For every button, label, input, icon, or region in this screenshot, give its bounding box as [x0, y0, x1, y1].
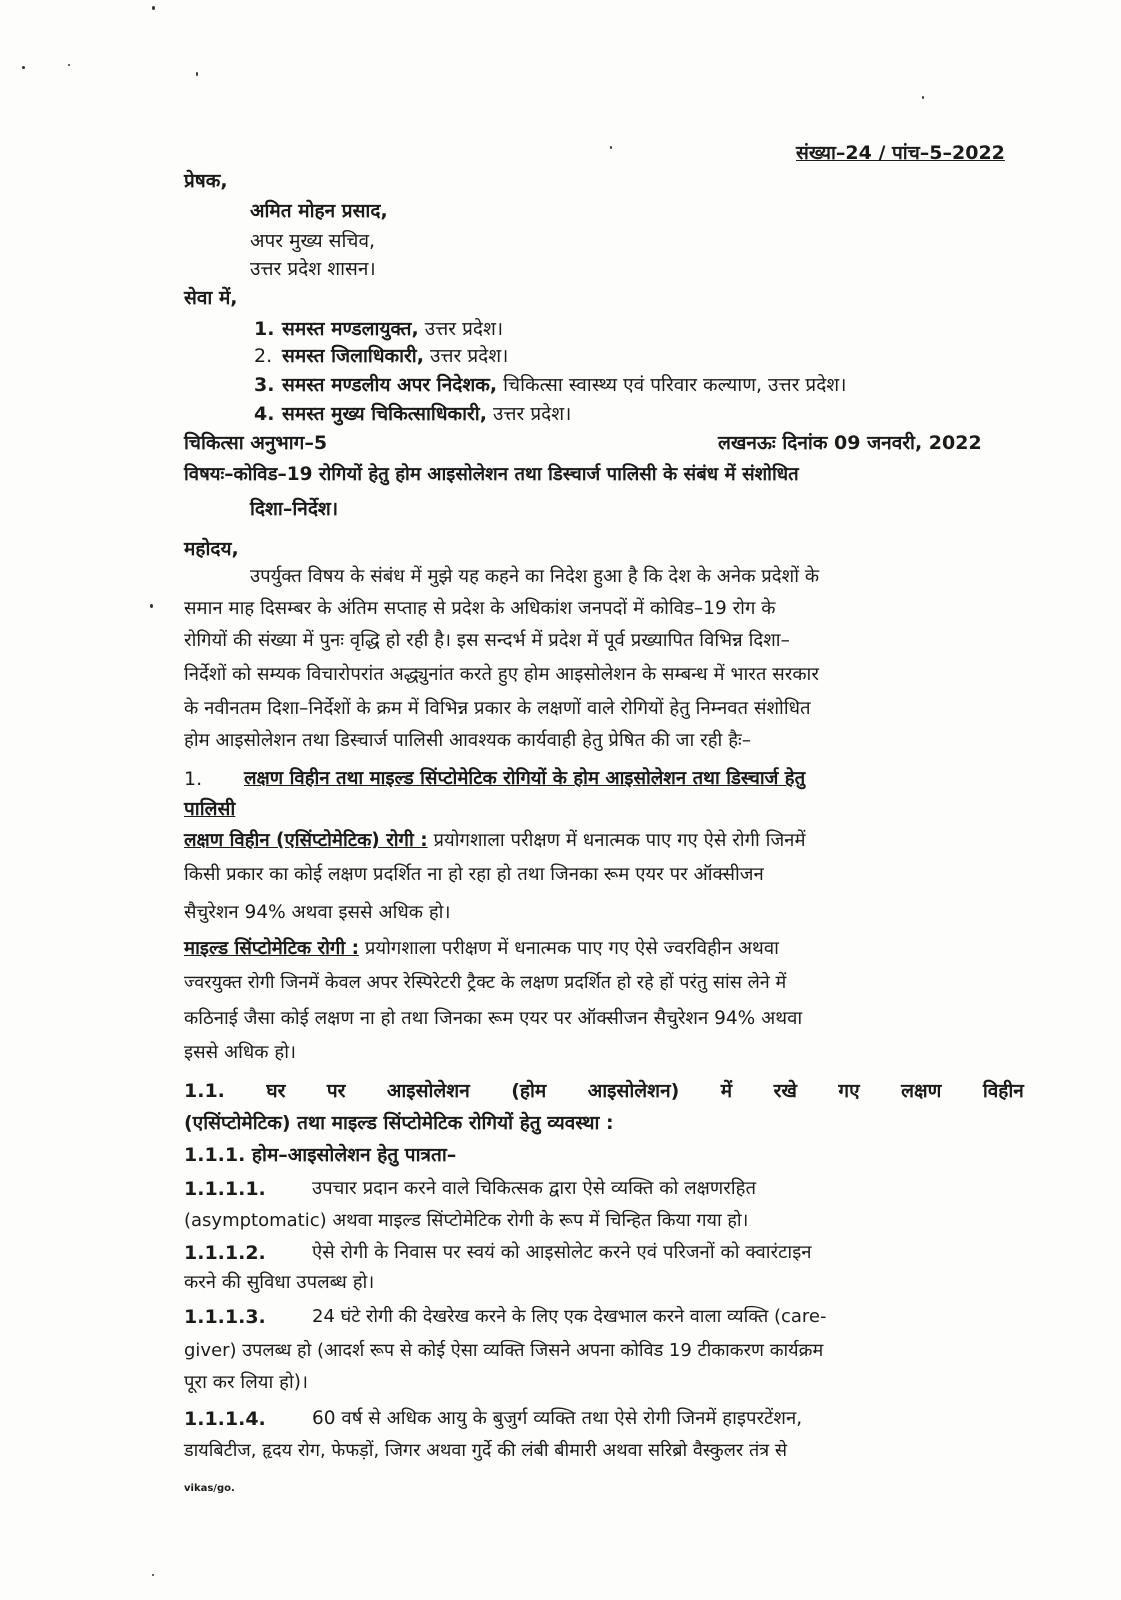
clause-text: पूरा कर लिया हो)। [184, 1372, 308, 1393]
scan-speck [610, 146, 612, 149]
recipient-item [254, 343, 508, 369]
clause-number: 1.1.1.1. [184, 1178, 266, 1200]
recipient-item [254, 372, 846, 398]
asymptomatic-text: किसी प्रकार का कोई लक्षण प्रदर्शित ना हो रहा हो तथा जिनका रूम एयर पर ऑक्सीजन [184, 864, 764, 885]
heading-word: आइसोलेशन) [587, 1080, 680, 1102]
mild-term: माइल्ड सिंप्टोमेटिक रोगी : [184, 938, 359, 959]
sender-label: प्रेषक, [184, 170, 228, 192]
sender-office: उत्तर प्रदेश शासन। [250, 258, 376, 280]
sender-name: अमित मोहन प्रसाद, [250, 200, 388, 222]
clause-number: 1.1.1.4. [184, 1408, 266, 1430]
mild-text: ज्वरयुक्त रोगी जिनमें केवल अपर रेस्पिरेटरी ट्रैक्ट के लक्षण प्रदर्शित हो रहे हों परंतु सांस लेने में [184, 972, 787, 993]
clause-text: 24 घंटे रोगी की देखरेख करने के लिए एक देखभाल करने वाला व्यक्ति (care- [312, 1306, 827, 1327]
clause-text: उपचार प्रदान करने वाले चिकित्सक द्वारा ऐसे व्यक्ति को लक्षणरहित [312, 1178, 757, 1199]
section-1-1-1-heading: 1.1.1. होम–आइसोलेशन हेतु पात्रता– [184, 1144, 457, 1166]
recipient-title: समस्त मण्डलीय अपर निदेशक, [282, 374, 498, 396]
section-1-title: लक्षण विहीन तथा माइल्ड सिंप्टोमेटिक रोगियों के होम आइसोलेशन तथा डिस्चार्ज हेतु [244, 768, 806, 789]
section-1-1-heading [184, 1078, 1024, 1104]
scan-speck [152, 6, 155, 10]
clause-text: डायबिटीज, हृदय रोग, फेफड़ों, जिगर अथवा गुर्दे की लंबी बीमारी अथवा सरिब्रो वैस्कुलर तंत्र से [184, 1440, 788, 1461]
heading-word: 1.1. [184, 1080, 225, 1102]
place-date: लखनऊः दिनांक 09 जनवरी, 2022 [718, 432, 982, 454]
section-label: चिकित्सा अनुभाग–5 [184, 432, 328, 454]
asymptomatic-text: प्रयोगशाला परीक्षण में धनात्मक पाए गए ऐसे रोगी जिनमें [433, 830, 806, 851]
section-1-title-cont: पालिसी [184, 798, 236, 820]
clause-text: 60 वर्ष से अधिक आयु के बुजुर्ग व्यक्ति तथा ऐसे रोगी जिनमें हाइपरटेंशन, [312, 1408, 803, 1429]
recipient-location: उत्तर प्रदेश। [418, 318, 504, 340]
clause-number: 1.1.1.3. [184, 1306, 266, 1328]
recipient-title: समस्त मुख्य चिकित्साधिकारी, [282, 403, 487, 425]
recipient-location: उत्तर प्रदेश। [486, 403, 572, 425]
recipient-location: चिकित्सा स्वास्थ्य एवं परिवार कल्याण, उत्तर प्रदेश। [497, 374, 847, 396]
intro-line: निर्देशों को सम्यक विचारोपरांत अद्ध्युनांत करते हुए होम आइसोलेशन के सम्बन्ध में भारत सरकार [184, 664, 819, 685]
salutation: महोदय, [184, 538, 239, 560]
clause-text: ऐसे रोगी के निवास पर स्वयं को आइसोलेट करने एवं परिजनों को क्वारंटाइन [312, 1242, 812, 1263]
scan-speck [150, 604, 153, 608]
intro-line: उपर्युक्त विषय के संबंध में मुझे यह कहने का निदेश हुआ है कि देश के अनेक प्रदेशों के [250, 566, 820, 587]
heading-word: रखे [773, 1080, 797, 1102]
recipient-title: समस्त मण्डलायुक्त, [282, 318, 419, 340]
recipient-num: 3. [254, 374, 275, 396]
reference-number: संख्या–24 / पांच–5–2022 [796, 142, 1005, 164]
recipient-num: 1. [254, 318, 275, 340]
clause-text: (asymptomatic) अथवा माइल्ड सिंप्टोमेटिक रोगी के रूप में चिन्हित किया गया हो। [184, 1210, 749, 1231]
intro-line: रोगियों की संख्या में पुनः वृद्धि हो रही है। इस सन्दर्भ में प्रदेश में पूर्व प्रख्यापित विभिन्न दिशा– [184, 630, 790, 651]
scan-speck [22, 66, 25, 69]
recipient-location: उत्तर प्रदेश। [423, 345, 509, 367]
mild-definition [184, 936, 779, 962]
footer-code: vikas/go. [184, 1483, 235, 1494]
heading-word: गए [838, 1080, 860, 1102]
heading-word: पर [326, 1080, 346, 1102]
clause-text: करने की सुविधा उपलब्ध हो। [184, 1272, 375, 1293]
recipient-num: 2. [254, 345, 273, 367]
mild-text: प्रयोगशाला परीक्षण में धनात्मक पाए गए ऐसे ज्वरविहीन अथवा [364, 938, 779, 959]
heading-word: में [720, 1080, 733, 1102]
heading-word: लक्षण [901, 1080, 942, 1102]
heading-word: घर [266, 1080, 286, 1102]
scan-speck [152, 1574, 154, 1576]
recipient-title: समस्त जिलाधिकारी, [282, 345, 424, 367]
heading-word: विहीन [982, 1080, 1024, 1102]
section-1-number: 1. [184, 768, 203, 790]
asymptomatic-text: सैचुरेशन 94% अथवा इससे अधिक हो। [184, 902, 451, 923]
heading-word: आइसोलेशन [386, 1080, 470, 1102]
asymptomatic-term: लक्षण विहीन (एसिंप्टोमेटिक) रोगी : [184, 830, 428, 851]
sender-designation: अपर मुख्य सचिव, [250, 230, 376, 252]
mild-text: इससे अधिक हो। [184, 1042, 296, 1063]
heading-word: (होम [511, 1080, 547, 1102]
subject-line-1: विषयः–कोविड–19 रोगियों हेतु होम आइसोलेशन तथा डिस्चार्ज पालिसी के संबंध में संशोधित [184, 464, 799, 485]
subject-line-2: दिशा–निर्देश। [250, 498, 339, 520]
mild-text: कठिनाई जैसा कोई लक्षण ना हो तथा जिनका रूम एयर पर ऑक्सीजन सैचुरेशन 94% अथवा [184, 1008, 803, 1029]
clause-text: giver) उपलब्ध हो (आदर्श रूप से कोई ऐसा व्यक्ति जिसने अपना कोविड 19 टीकाकरण कार्यक्रम [184, 1340, 824, 1361]
recipient-item [254, 401, 571, 427]
intro-line: के नवीनतम दिशा–निर्देशों के क्रम में विभिन्न प्रकार के लक्षणों वाले रोगियों हेतु निम्नवत संशोधित [184, 698, 811, 719]
recipients-label: सेवा में, [184, 287, 238, 309]
scan-speck [196, 72, 198, 76]
section-1-1-heading-cont: (एसिंप्टोमेटिक) तथा माइल्ड सिंप्टोमेटिक रोगियों हेतु व्यवस्था : [184, 1112, 614, 1134]
asymptomatic-definition [184, 828, 806, 854]
scan-speck [922, 96, 924, 99]
recipient-item [254, 316, 503, 342]
intro-line: होम आइसोलेशन तथा डिस्चार्ज पालिसी आवश्यक कार्यवाही हेतु प्रेषित की जा रही हैः– [184, 730, 752, 751]
intro-line: समान माह दिसम्बर के अंतिम सप्ताह से प्रदेश के अधिकांश जनपदों में कोविड–19 रोग के [184, 598, 776, 619]
scan-speck [68, 64, 70, 66]
clause-number: 1.1.1.2. [184, 1242, 266, 1264]
recipient-num: 4. [254, 403, 275, 425]
